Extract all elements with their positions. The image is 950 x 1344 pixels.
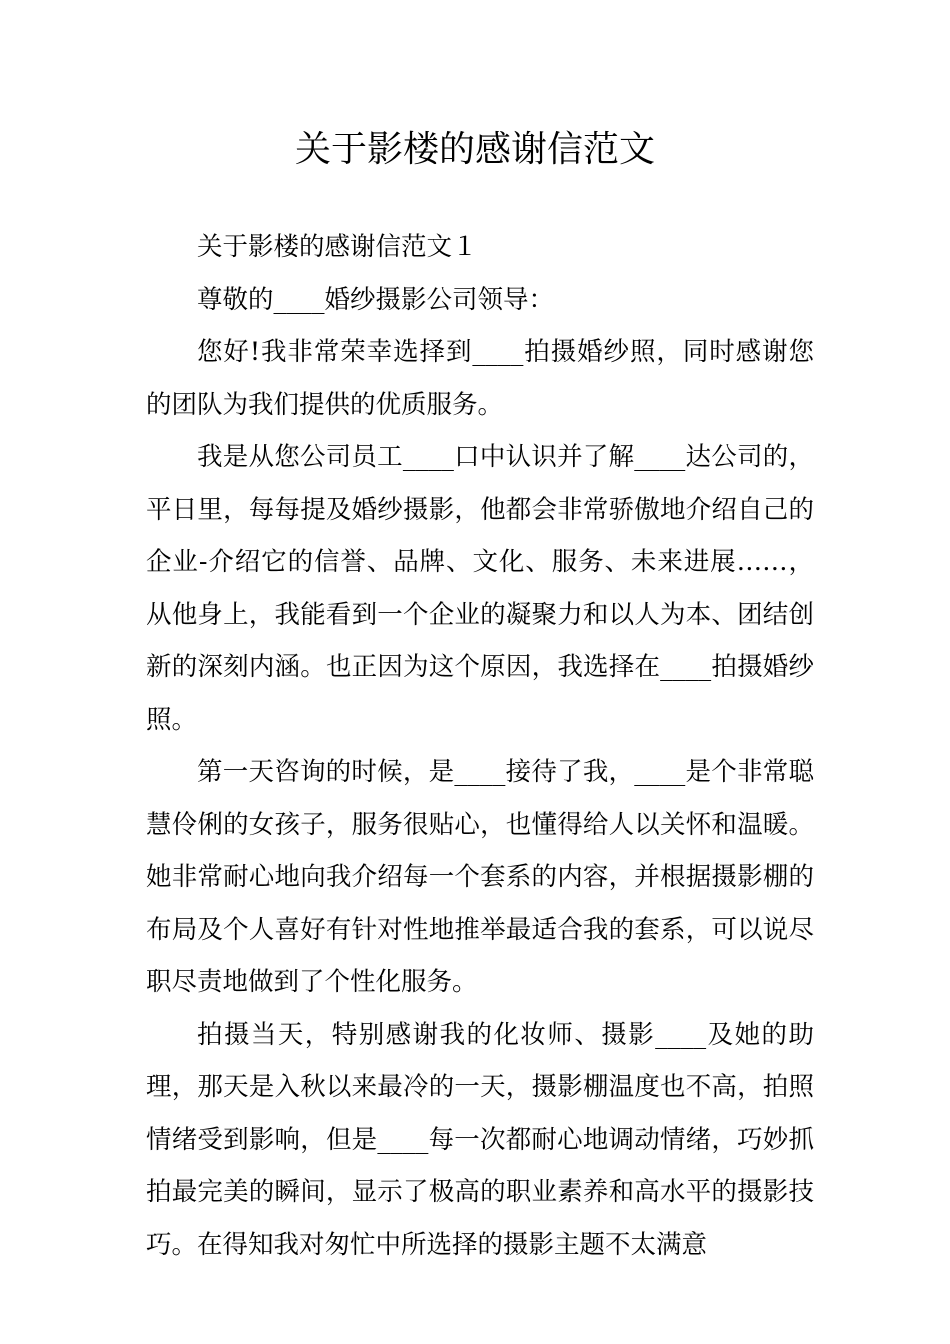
section-heading: 关于影楼的感谢信范文１: [197, 232, 478, 262]
document-body: [146, 221, 814, 1271]
body-paragraph: 拍摄当天，特别感谢我的化妆师、摄影____及她的助理，那天是入秋以来最冷的一天，摄影棚温度也不高，拍照情绪受到影响，但是____每一次都耐心地调动情绪，巧妙抓拍最完美的瞬间，显示了极高的职业素养和高水平的摄影技巧。在得知我对匆忙中所选择的摄影主题不太满意: [146, 1019, 814, 1260]
body-paragraph: 第一天咨询的时候，是____接待了我，____是个非常聪慧伶俐的女孩子，服务很贴心，也懂得给人以关怀和温暖。她非常耐心地向我介绍每一个套系的内容，并根据摄影棚的布局及个人喜好有针对性地推举最适合我的套系，可以说尽职尽责地做到了个性化服务。: [146, 757, 814, 997]
body-paragraph: 您好!我非常荣幸选择到____拍摄婚纱照，同时感谢您的团队为我们提供的优质服务。: [146, 337, 814, 420]
salutation: 尊敬的____婚纱摄影公司领导：: [197, 284, 555, 315]
body-paragraph: 我是从您公司员工____口中认识并了解____达公司的，平日里，每每提及婚纱摄影，他都会非常骄傲地介绍自己的企业-介绍它的信誉、品牌、文化、服务、未来进展……，从他身上，我能看到一个企业的凝聚力和以人为本、团结创新的深刻内涵。也正因为这个原因，我选择在____拍摄婚纱照。: [146, 442, 814, 735]
document-title: 关于影楼的感谢信范文: [294, 129, 655, 170]
